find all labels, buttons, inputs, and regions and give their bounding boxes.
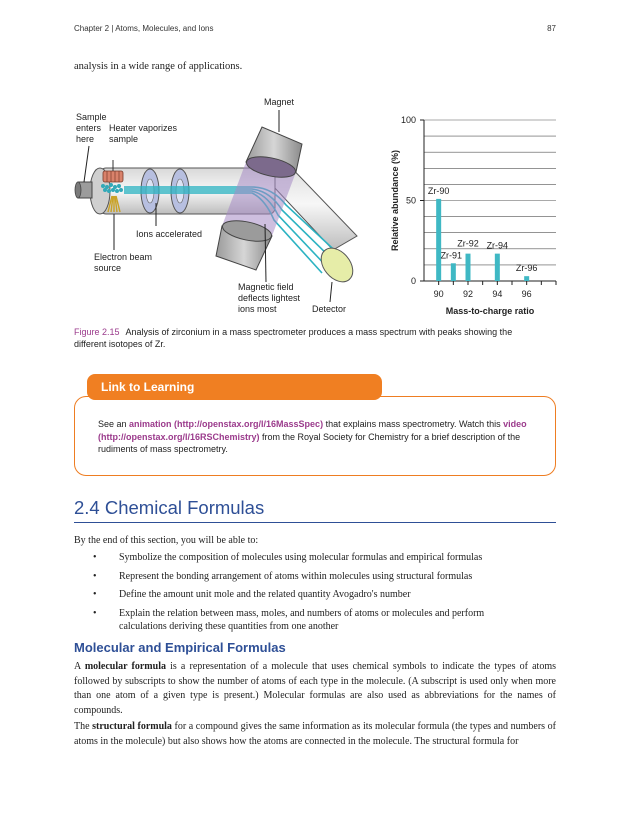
objective-item: • Define the amount unit mole and the related quantity Avogadro's number xyxy=(93,589,411,600)
x-tick-label: 92 xyxy=(462,289,474,299)
data-label: Zr-94 xyxy=(486,240,509,251)
term-structural-formula: structural formula xyxy=(92,721,172,732)
data-label: Zr-96 xyxy=(515,263,538,274)
link-text-2: that explains mass spectrometry. Watch this xyxy=(323,419,504,429)
section-title-rule xyxy=(74,522,556,523)
running-header-chapter: Chapter 2 | Atoms, Molecules, and Ions xyxy=(74,24,214,33)
learning-objectives-list xyxy=(74,551,554,639)
link-to-learning-title: Link to Learning xyxy=(87,374,382,400)
y-tick-label: 0 xyxy=(410,276,416,286)
label-heater-2: sample xyxy=(109,134,139,144)
mass-spectrometer-figure xyxy=(60,88,570,324)
heater xyxy=(103,171,123,182)
data-label: Zr-91 xyxy=(440,250,463,261)
x-tick-label: 96 xyxy=(521,289,532,299)
paragraph-structural-formula: The structural formula for a compound gives the same information as its molecular formula (the types and numbers of atoms in the molecule) but also shows how the atoms are connected in the molecule. The structural formula for xyxy=(74,721,556,747)
label-electron-2: source xyxy=(94,263,122,273)
figure-number: Figure 2.15 xyxy=(74,327,120,337)
page-number: 87 xyxy=(547,24,556,33)
data-label: Zr-92 xyxy=(457,238,479,249)
bar-zr-96 xyxy=(524,276,529,281)
label-magnet: Magnet xyxy=(264,97,295,107)
bar-zr-90 xyxy=(436,199,441,281)
paragraph-molecular-formula: A molecular formula is a representation of a molecule that uses chemical symbols to indicate the types of atoms followed by subscripts to show the number of atoms of each type in the molecule. (A subscript is used only when more than one atom of a given type is present.) Molecular formulas are also used as abbreviations for the names of compounds. xyxy=(74,661,556,716)
label-detector: Detector xyxy=(312,304,347,314)
video-link[interactable]: video (http://openstax.org/l/16RSChemistry) xyxy=(98,419,527,442)
section-title: 2.4 Chemical Formulas xyxy=(74,497,265,518)
x-tick-label: 90 xyxy=(433,289,444,299)
y-tick-label: 100 xyxy=(400,115,416,125)
bar-zr-91 xyxy=(451,263,456,281)
subsection-title: Molecular and Empirical Formulas xyxy=(74,640,286,655)
label-sample-3: here xyxy=(76,134,95,144)
label-electron-1: Electron beam xyxy=(94,252,153,262)
objective-item: • Symbolize the composition of molecules using molecular formulas and empirical formulas xyxy=(93,552,483,563)
figure-caption xyxy=(74,326,544,350)
link-text-3: from the Royal Society for Chemistry for a brief description of the rudiments of mass spectrometry. xyxy=(98,431,521,454)
link-text-1: See an xyxy=(98,419,130,429)
y-axis-title: Relative abundance (%) xyxy=(390,149,400,252)
label-magnetic-2: deflects lightest xyxy=(238,293,301,303)
objective-item: • Explain the relation between mass, moles, and numbers of atoms or molecules and perform calculations deriving these quantities from one another xyxy=(93,607,485,632)
intro-text: analysis in a wide range of applications. xyxy=(74,61,243,72)
x-tick-label: 94 xyxy=(492,289,503,299)
mass-spectrum-chart xyxy=(390,115,556,316)
figure-caption-text: Analysis of zirconium in a mass spectrometer produces a mass spectrum with peaks showing the different isotopes of Zr. xyxy=(74,327,513,349)
label-ions-accelerated: Ions accelerated xyxy=(136,229,203,239)
bar-zr-94 xyxy=(495,254,500,281)
x-axis-title: Mass-to-charge ratio xyxy=(445,306,535,316)
label-sample-1: Sample xyxy=(76,112,107,122)
data-label: Zr-90 xyxy=(427,185,450,196)
objectives-lead: By the end of this section, you will be able to: xyxy=(74,535,259,546)
objective-item: • Represent the bonding arrangement of atoms within molecules using structural formulas xyxy=(93,570,473,582)
y-tick-label: 50 xyxy=(405,195,416,206)
label-magnetic-1: Magnetic field xyxy=(238,282,294,292)
animation-link[interactable]: animation (http://openstax.org/l/16MassSpec) xyxy=(129,419,324,429)
link-to-learning-text xyxy=(98,418,528,456)
label-heater-1: Heater vaporizes xyxy=(109,123,178,133)
term-molecular-formula: molecular formula xyxy=(84,661,166,672)
label-sample-2: enters xyxy=(76,123,102,133)
label-magnetic-3: ions most xyxy=(238,304,277,314)
bar-zr-92 xyxy=(466,254,471,281)
